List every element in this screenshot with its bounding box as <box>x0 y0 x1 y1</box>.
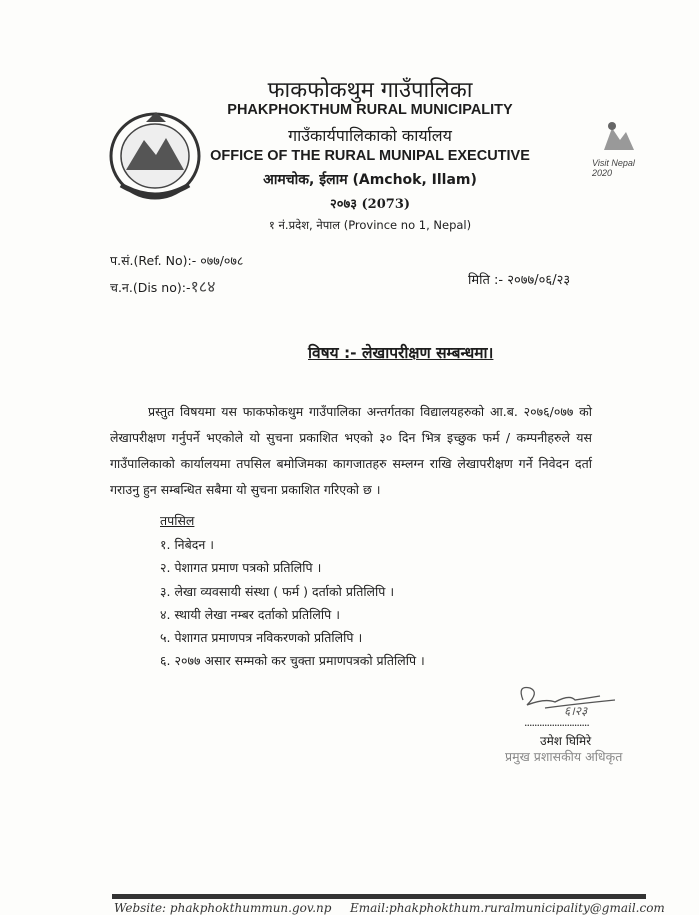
footer-divider <box>112 894 646 899</box>
visit-nepal-logo: Visit Nepal 2020 <box>592 120 642 180</box>
address: आमचोक, ईलाम (Amchok, Illam) <box>263 172 477 188</box>
municipality-name-en: PHAKPHOKTHUM RURAL MUNICIPALITY <box>227 102 513 118</box>
office-name-en: OFFICE OF THE RURAL MUNIPAL EXECUTIVE <box>210 148 530 164</box>
footer-website: Website: phakphokthummun.gov.np <box>114 901 332 915</box>
list-item: ४. स्थायी लेखा नम्बर दर्ताको प्रतिलिपि । <box>160 607 340 622</box>
list-title: तपसिल <box>160 513 195 528</box>
signatory-name: उमेश घिमिरे <box>540 734 592 748</box>
signatory-title: प्रमुख प्रशासकीय अधिकृत <box>505 749 623 764</box>
letter-date: मिति :- २०७७/०६/२३ <box>468 273 571 288</box>
list-item: १. निबेदन । <box>160 537 215 552</box>
signature-date: ६।२३ <box>564 704 588 718</box>
office-name-np: गाउँकार्यपालिकाको कार्यालय <box>288 126 452 145</box>
footer-email: Email:phakphokthum.ruralmunicipality@gmail.com <box>350 901 665 915</box>
established-year: २०७३ (2073) <box>329 197 411 212</box>
municipality-name-np: फाकफोकथुम गाउँपालिका <box>267 78 473 103</box>
signature-dots: .......................... <box>524 716 589 729</box>
list-item: ३. लेखा व्यवसायी संस्था ( फर्म ) दर्ताको प्रतिलिपि । <box>160 584 395 599</box>
reference-number: प.सं.(Ref. No):- ०७७/०७८ <box>110 253 244 268</box>
dispatch-number-label: च.न.(Dis no):-१८४ <box>110 277 216 296</box>
notice-body: प्रस्तुत विषयमा यस फाकफोकथुम गाउँपालिका अन्तर्गतका विद्यालयहरुको आ.ब. २०७६/०७७ को लेखापरीक्षण गर्नुपर्ने भएकोले यो सुचना प्रकाशित भएको ३० दिन भित्र इच्छुक फर्म / कम्पनीहरुले यस गाउँपालिकाको कार्यालयमा तपसिल बमोजिमका कागजातहरु सम्लग्न राखि लेखापरीक्षण गर्ने निवेदन दर्ता गराउनु हुन सम्बन्धित सबैमा यो सुचना प्रकाशित गरिएको छ । <box>110 404 592 497</box>
list-item: २. पेशागत प्रमाण पत्रको प्रतिलिपि । <box>160 560 322 575</box>
subject-line: विषय :- लेखापरीक्षण सम्बन्धमा। <box>308 344 494 362</box>
dispatch-number-handwritten: १८४ <box>190 277 216 296</box>
list-item: ५. पेशागत प्रमाणपत्र नविकरणको प्रतिलिपि । <box>160 630 363 645</box>
province: १ नं.प्रदेश, नेपाल (Province no 1, Nepal) <box>268 218 472 232</box>
list-item: ६. २०७७ असार सम्मको कर चुक्ता प्रमाणपत्रको प्रतिलिपि । <box>160 653 425 668</box>
